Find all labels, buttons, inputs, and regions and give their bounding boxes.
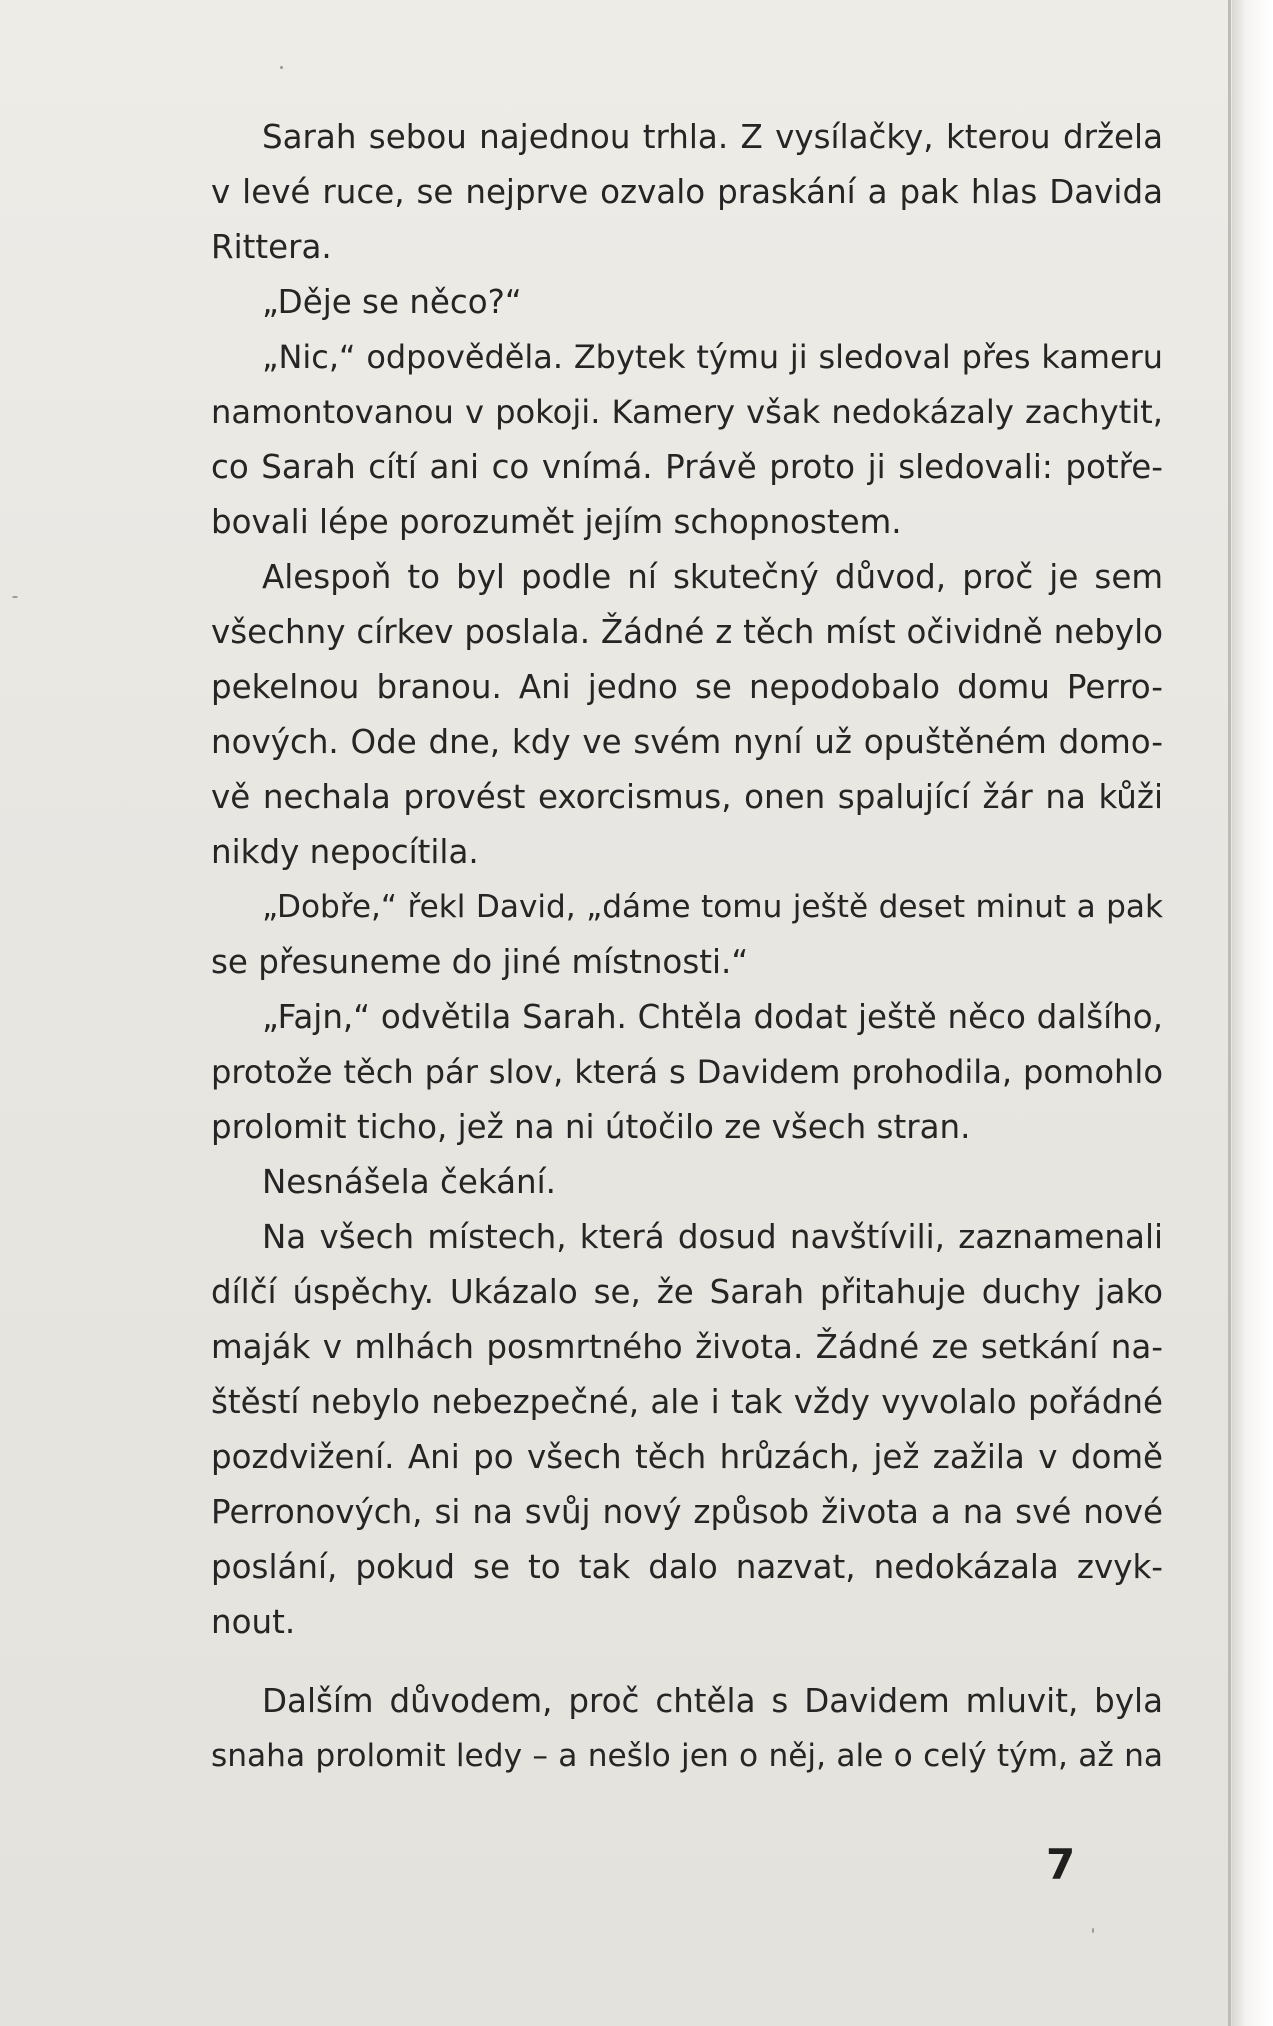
text-line: Sarah sebou najednou trhla. Z vysílačky, kterou držela [262,118,1163,156]
text-line: vě nechala provést exorcismus, onen spalující žár na kůži [211,778,1163,816]
text-line: snaha prolomit ledy – a nešlo jen o něj, ale o celý tým, až na [211,1738,1163,1774]
text-line: Perronových, si na svůj nový způsob života a na své nové [211,1493,1163,1531]
paper-speck [1092,1928,1094,1933]
page-edge [1232,0,1273,2026]
text-line: nových. Ode dne, kdy ve svém nyní už opuštěném domo- [211,723,1163,761]
text-line: Nesnášela čekání. [262,1163,556,1201]
text-line: nout. [211,1603,296,1641]
text-line: se přesuneme do jiné místnosti.“ [211,943,749,981]
text-line: Dalším důvodem, proč chtěla s Davidem mluvit, byla [262,1682,1163,1720]
text-line: protože těch pár slov, která s Davidem prohodila, pomohlo [211,1053,1163,1091]
text-line: „Nic,“ odpověděla. Zbytek týmu ji sledoval přes kameru [262,338,1163,376]
text-line: maják v mlhách posmrtného života. Žádné ze setkání na- [211,1328,1163,1366]
text-line: štěstí nebylo nebezpečné, ale i tak vždy vyvolalo pořádné [211,1383,1163,1421]
text-line: Alespoň to byl podle ní skutečný důvod, proč je sem [262,558,1163,596]
text-line: Na všech místech, která dosud navštívili, zaznamenali [262,1218,1163,1256]
text-line: pozdvižení. Ani po všech těch hrůzách, jež zažila v domě [211,1438,1163,1476]
text-line: Rittera. [211,228,332,266]
text-line: všechny církev poslala. Žádné z těch míst očividně nebylo [211,613,1163,651]
text-line: prolomit ticho, jež na ni útočilo ze všech stran. [211,1108,971,1146]
paper-speck [280,66,283,69]
text-line: dílčí úspěchy. Ukázalo se, že Sarah přitahuje duchy jako [211,1273,1163,1311]
text-line: v levé ruce, se nejprve ozvalo praskání a pak hlas Davida [211,173,1163,211]
text-line: namontovanou v pokoji. Kamery však nedokázaly zachytit, [211,393,1163,431]
paper-speck [12,596,18,598]
page-edge-shadow [1228,0,1231,2026]
text-line: „Fajn,“ odvětila Sarah. Chtěla dodat ještě něco dalšího, [262,998,1163,1036]
body-text [211,110,1163,1784]
text-line: „Děje se něco?“ [262,283,522,321]
page-number: 7 [1046,1840,1076,1889]
text-line: bovali lépe porozumět jejím schopnostem. [211,503,902,541]
text-line: pekelnou branou. Ani jedno se nepodobalo domu Perro- [211,668,1163,706]
text-line: poslání, pokud se to tak dalo nazvat, nedokázala zvyk- [211,1548,1163,1586]
text-line: nikdy nepocítila. [211,833,479,871]
text-line: co Sarah cítí ani co vnímá. Právě proto ji sledovali: potře- [211,448,1163,486]
text-line: „Dobře,“ řekl David, „dáme tomu ještě deset minut a pak [262,889,1163,925]
